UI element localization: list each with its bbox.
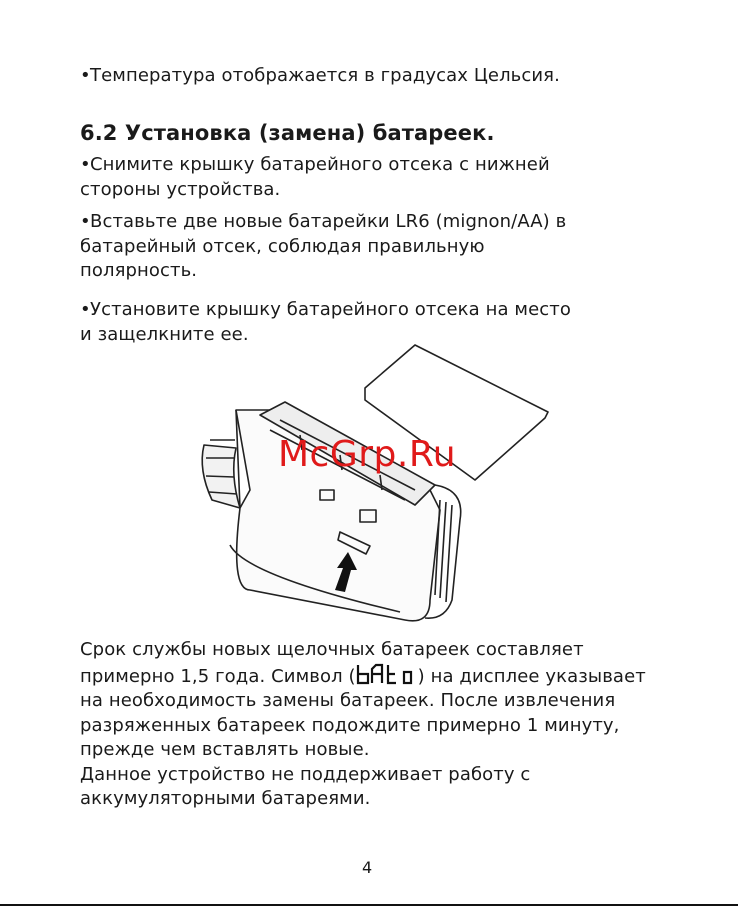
battery-low-symbol-icon bbox=[356, 663, 418, 685]
body-paragraph: Срок службы новых щелочных батареек составляет примерно 1,5 года. Символ ( ) на дисплее указывает на необходимость замены батареек. После извлечения разряженных батареек подождите примерно 1 минуту, прежде чем вставлять новые. Данное устройство не поддерживает работу с аккумуляторными батареями. bbox=[80, 639, 646, 809]
text-line: •Температура отображается в градусах Цельсия. bbox=[80, 64, 560, 89]
bullet-item: •Снимите крышку батарейного отсека с нижней стороны устройства. bbox=[80, 154, 550, 200]
bullet-dot: • bbox=[80, 211, 91, 232]
bullet-item: •Вставьте две новые батарейки LR6 (mignon/AA) в батарейный отсек, соблюдая правильную полярность. bbox=[80, 211, 567, 281]
bullet-dot: • bbox=[80, 299, 91, 320]
watermark: McGrp.Ru bbox=[278, 434, 457, 475]
page-bottom-rule bbox=[0, 904, 738, 906]
thermostat-battery-illustration bbox=[190, 340, 560, 630]
section-heading: 6.2 Установка (замена) батареек. bbox=[80, 121, 495, 145]
bullet-dot: • bbox=[80, 154, 91, 175]
bullet-dot: • bbox=[80, 65, 91, 86]
bullet-item: •Установите крышку батарейного отсека на место и защелкните ее. bbox=[80, 299, 571, 345]
page-number: 4 bbox=[362, 858, 373, 877]
